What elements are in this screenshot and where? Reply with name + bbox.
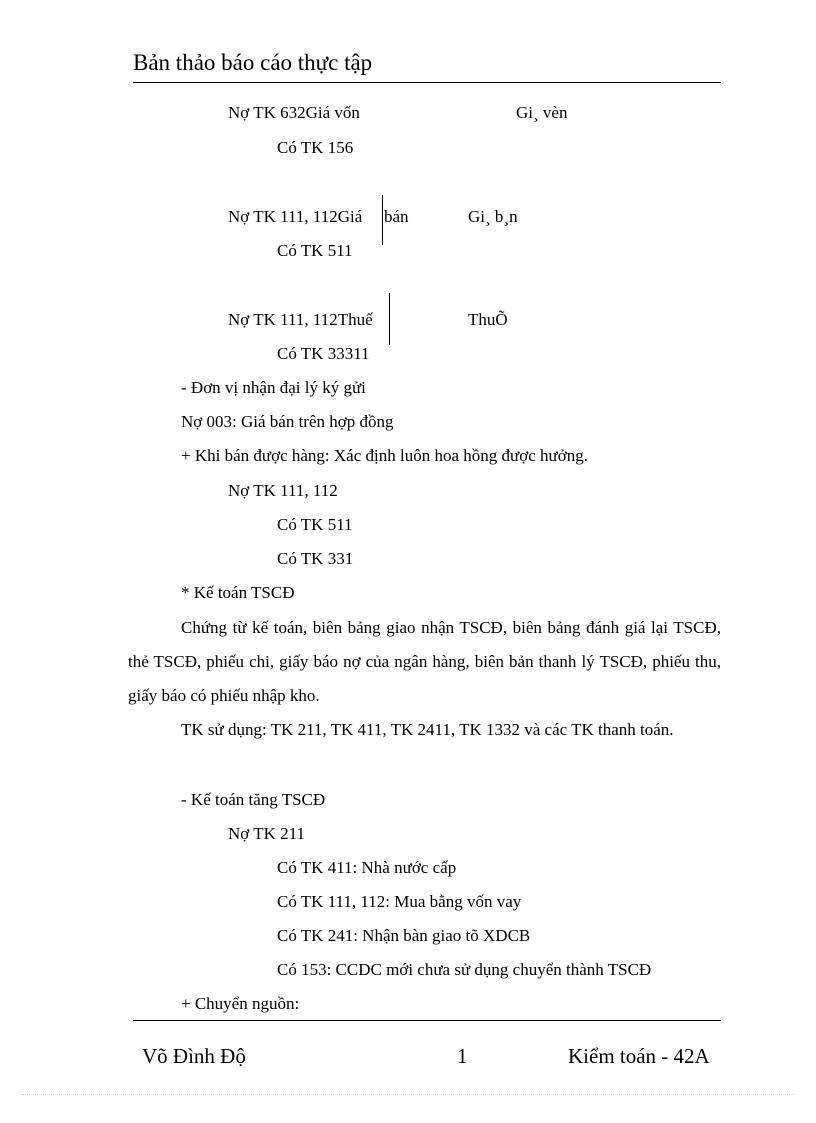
fixed-assets-heading: * Kế toán TSCĐ	[181, 583, 295, 602]
agency-when-sold: + Khi bán được hàng: Xác định luôn hoa hồng được hưởng.	[181, 446, 588, 465]
agency-credit-2: Có TK 331	[277, 549, 354, 568]
transfer-line: + Chuyển nguồn:	[181, 994, 300, 1013]
increase-credit-1: Có TK 411: Nhà nước cấp	[277, 858, 457, 877]
agency-credit-1: Có TK 511	[277, 515, 353, 534]
fixed-assets-accounts-paragraph	[128, 713, 721, 747]
entry3-divider	[389, 293, 390, 345]
fixed-assets-documents-paragraph	[128, 611, 721, 713]
entry2-credit: Có TK 511	[277, 241, 353, 260]
increase-credit-3: Có TK 241: Nhận bàn giao tõ XDCB	[277, 926, 531, 945]
entry3-note: ThuÕ	[468, 310, 508, 329]
agency-title: - Đơn vị nhận đại lý ký gửi	[181, 378, 366, 397]
agency-debit: Nợ TK 111, 112	[228, 481, 338, 500]
increase-title: - Kế toán tăng TSCĐ	[181, 790, 326, 809]
entry1-note: Gi¸ vèn	[516, 103, 568, 122]
entry1-credit: Có TK 156	[277, 138, 354, 157]
entry2-debit: Nợ TK 111, 112Giá	[228, 207, 363, 226]
footer-author: Võ Đình Độ	[142, 1044, 246, 1068]
entry1-debit: Nợ TK 632Giá vốn	[228, 103, 360, 122]
increase-debit: Nợ TK 211	[228, 824, 305, 843]
increase-credit-2: Có TK 111, 112: Mua bằng vốn vay	[277, 892, 522, 911]
entry2-note: Gi¸ b¸n	[468, 207, 518, 226]
page-bottom-dotted-line	[22, 1094, 794, 1095]
accounts-used-text: TK sử dụng: TK 211, TK 411, TK 2411, TK 1332 và các TK thanh toán.	[181, 720, 674, 739]
page-header-title: Bản thảo báo cáo thực tập	[133, 50, 373, 75]
entry2-divider	[382, 195, 383, 245]
footer-rule	[133, 1020, 721, 1021]
header-rule	[133, 82, 721, 83]
increase-credit-4: Có 153: CCDC mới chưa sử dụng chuyển thành TSCĐ	[277, 960, 652, 979]
agency-debit-003: Nợ 003: Giá bán trên hợp đồng	[181, 412, 394, 431]
entry2-debit-tail: bán	[384, 207, 409, 226]
footer-page-number: 1	[457, 1044, 468, 1068]
footer-class: Kiểm toán - 42A	[568, 1044, 710, 1068]
entry3-debit: Nợ TK 111, 112Thuế	[228, 310, 373, 329]
documents-text: Chứng từ kế toán, biên bảng giao nhận TSCĐ, biên bảng đánh giá lại TSCĐ, thẻ TSCĐ, phiếu chi, giấy báo nợ của ngân hàng, biên bản thanh lý TSCĐ, phiếu thu, giấy báo có phiếu nhập kho.	[128, 618, 721, 705]
entry3-credit: Có TK 33311	[277, 344, 370, 363]
